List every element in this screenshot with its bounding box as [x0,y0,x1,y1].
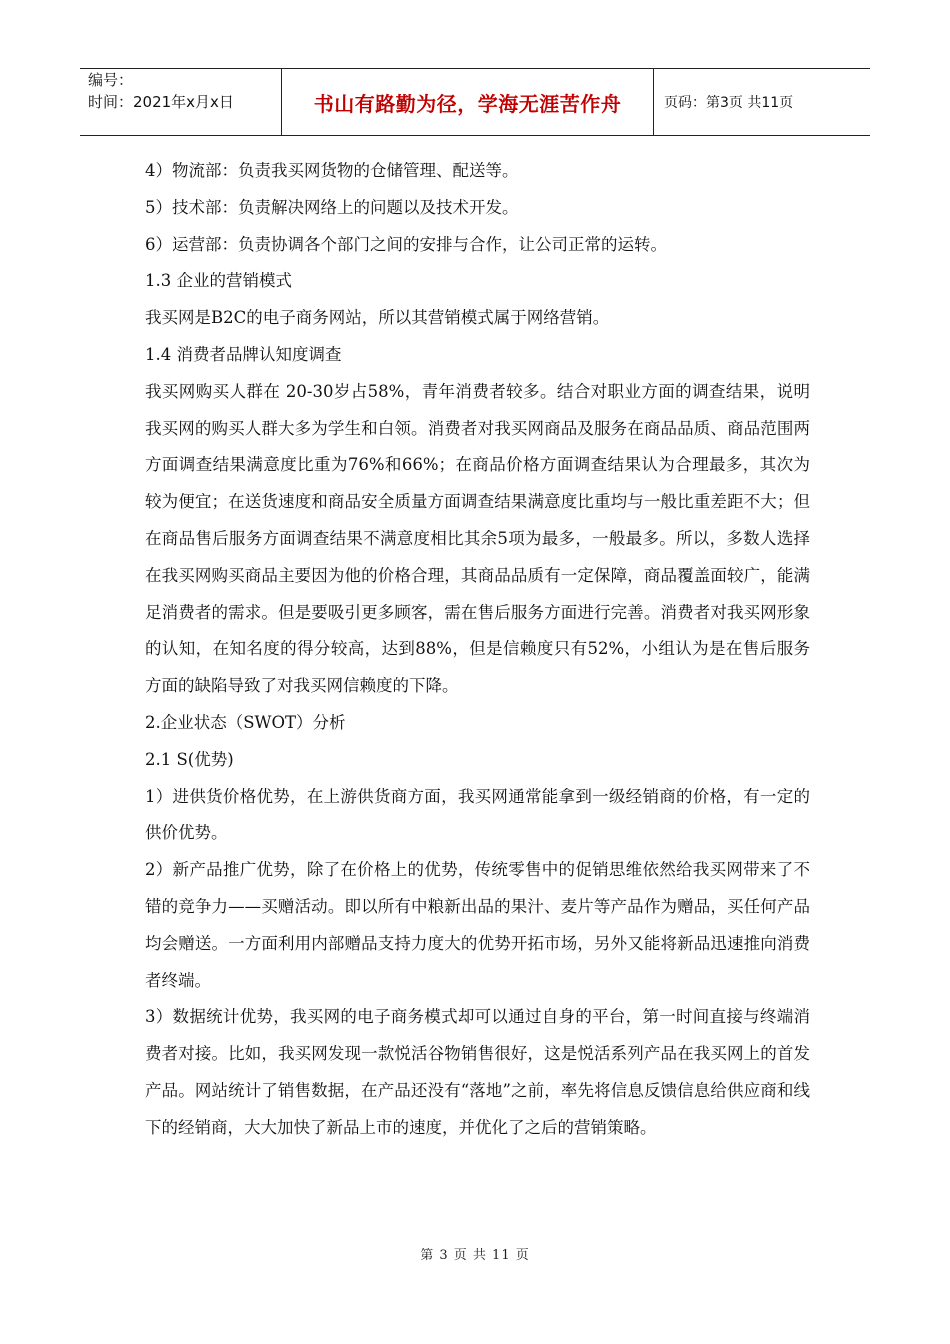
header-motto: 书山有路勤为径，学海无涯苦作舟 [282,69,654,135]
page-header [80,68,870,136]
document-number-label: 编号： [88,71,134,89]
header-meta [80,69,282,135]
page-footer: 第 3 页 共 11 页 [420,1248,530,1263]
section-heading-swot: 2.企业状态（SWOT）分析 [145,712,346,732]
header-page-info: 页码：第3页 共11页 [664,95,794,111]
paragraph-strength-3: 3）数据统计优势，我买网的电子商务模式却可以通过自身的平台，第一时间直接与终端消费者对接。比如，我买网发现一款悦活谷物销售很好，这是悦活系列产品在我买网上的首发产品。网站统计了销售数据，在产品还没有“落地”之前，率先将信息反馈信息给供应商和线下的经销商，大大加快了新品上市的速度，并优化了之后的营销策略。 [145,1007,810,1137]
section-heading-brand-survey: 1.4 消费者品牌认知度调查 [145,344,342,364]
paragraph-tech-dept: 5）技术部：负责解决网络上的问题以及技术开发。 [145,197,519,217]
paragraph-strength-1: 1）进供货价格优势，在上游供货商方面，我买网通常能拿到一级经销商的价格，有一定的供价优势。 [145,786,810,843]
paragraph-marketing-model: 我买网是B2C的电子商务网站，所以其营销模式属于网络营销。 [145,308,610,328]
paragraph-logistics-dept: 4）物流部：负责我买网货物的仓储管理、配送等。 [145,161,519,180]
paragraph-operations-dept: 6）运营部：负责协调各个部门之间的安排与合作，让公司正常的运转。 [145,234,667,254]
paragraph-strength-2: 2）新产品推广优势，除了在价格上的优势，传统零售中的促销思维依然给我买网带来了不错的竞争力——买赠活动。即以所有中粮新出品的果汁、麦片等产品作为赠品，买任何产品均会赠送。一方面利用内部赠品支持力度大的优势开拓市场，另外又能将新品迅速推向消费者终端。 [145,860,810,990]
document-date: 时间：2021年x月x日 [88,93,234,111]
document-body [145,153,810,1147]
paragraph-brand-survey: 我买网购买人群在 20-30岁占58%，青年消费者较多。结合对职业方面的调查结果，说明我买网的购买人群大多为学生和白领。消费者对我买网商品及服务在商品品质、商品范围两方面调查结果满意度比重为76%和66%；在商品价格方面调查结果认为合理最多，其次为较为便宜；在送货速度和商品安全质量方面调查结果满意度比重均与一般比重差距不大；但在商品售后服务方面调查结果不满意度相比其余5项为最多，一般最多。所以，多数人选择在我买网购买商品主要因为他的价格合理，其商品品质有一定保障，商品覆盖面较广，能满足消费者的需求。但是要吸引更多顾客，需在售后服务方面进行完善。消费者对我买网形象的认知，在知名度的得分较高，达到88%，但是信赖度只有52%，小组认为是在售后服务方面的缺陷导致了对我买网信赖度的下降。 [145,381,810,696]
section-heading-strengths: 2.1 S(优势) [145,749,234,769]
section-heading-marketing-model: 1.3 企业的营销模式 [145,271,292,291]
